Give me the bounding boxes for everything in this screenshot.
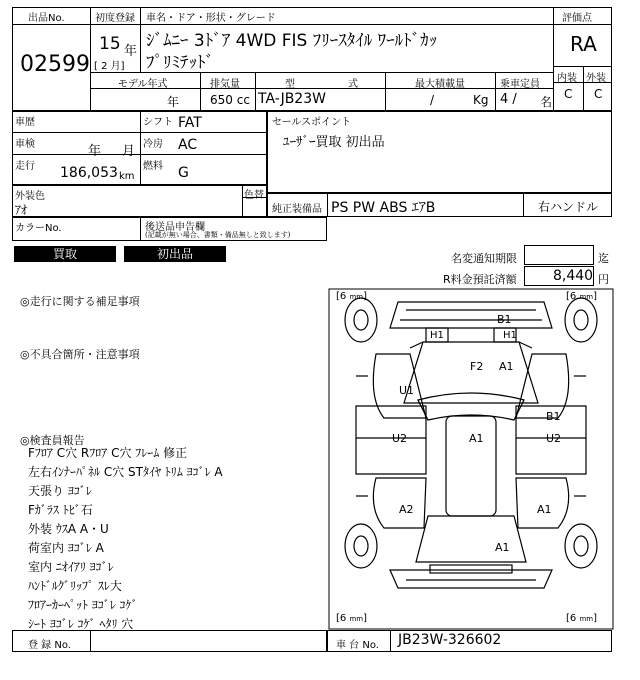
model-label: 型: [285, 79, 295, 90]
aircon-label: 冷房: [143, 139, 163, 150]
report-line: Fｶﾞﾗｽ ﾄﾋﾞ石: [28, 503, 93, 517]
color-no-label: カラーNo.: [15, 223, 62, 234]
max-load-value: /: [430, 93, 435, 107]
model-year-unit: 年: [167, 95, 180, 109]
car-name-line2: ﾌﾟﾘﾐﾃｯﾄﾞ: [146, 53, 214, 73]
fuel-value: G: [178, 165, 189, 181]
report-line: 左右ｲﾝﾅｰﾊﾟﾈﾙ C穴 STﾀｲﾔ ﾄﾘﾑ ﾖｺﾞﾚ A: [28, 465, 223, 479]
exterior-grade: C: [594, 87, 603, 101]
mark-a2: A2: [399, 503, 414, 516]
tire-rear-left: [6 mm]: [336, 613, 368, 624]
max-load-label: 最大積載量: [415, 79, 465, 90]
report-line: 室内 ﾆｵｲｱﾘ ﾖｺﾞﾚ: [28, 560, 114, 574]
shift-label: シフト: [143, 117, 173, 128]
model-year-label: モデル年式: [118, 79, 168, 90]
first-reg-label: 初度登録: [95, 13, 135, 24]
vin-label: 車 台 No.: [336, 640, 379, 651]
report-line: 外装 ｳｽA A・U: [28, 522, 109, 536]
recycle-unit: 円: [598, 273, 609, 286]
mark-u1: U1: [399, 384, 415, 397]
aircon-value: AC: [178, 137, 198, 153]
lot-no-label: 出品No.: [28, 13, 65, 24]
mark-b1-top: B1: [497, 313, 512, 326]
report-line: ｼｰﾄ ﾖｺﾞﾚ ｺｹﾞ ﾍﾀﾘ 穴: [28, 617, 134, 631]
grade-label: 評価点: [562, 13, 592, 24]
equipment-label: 純正装備品: [272, 204, 322, 215]
tire-rear-right: [6 mm]: [566, 613, 598, 624]
shift-value: FAT: [178, 115, 202, 131]
vin-value: JB23W-326602: [398, 632, 502, 648]
mark-u2-left: U2: [392, 432, 408, 445]
defects-heading: ◎不具合箇所・注意事項: [20, 348, 140, 361]
capacity-unit: 名: [540, 95, 553, 109]
mark-a1-roof: A1: [469, 432, 484, 445]
change-notice-label: 名変通知期限: [451, 252, 517, 265]
exterior-label: 外装: [586, 73, 606, 84]
mileage-value: 186,053: [60, 165, 118, 181]
shaken-year: 年: [88, 144, 102, 159]
report-line: ﾊﾝﾄﾞﾙｸﾞﾘｯﾌﾟ ｽﾚ大: [28, 579, 122, 593]
mileage-unit: km: [119, 171, 135, 182]
color-frame: [12, 185, 267, 217]
docs-note: (記載が無い場合、書類・備品無しと致します): [145, 231, 291, 239]
mark-u2-right: U2: [546, 432, 562, 445]
fuel-label: 燃料: [143, 161, 163, 172]
mark-h1-right: H1: [503, 330, 517, 341]
ext-color-value: ｱｵ: [15, 203, 28, 217]
handle-value: 右ハンドル: [538, 200, 599, 214]
interior-grade: C: [564, 87, 573, 101]
reg-no-label: 登 録 No.: [28, 640, 71, 651]
inspector-heading: ◎検査員報告: [20, 434, 85, 447]
first-reg-month: [ 2 月]: [94, 61, 125, 72]
max-load-unit: Kg: [473, 93, 489, 107]
change-notice-box: [524, 245, 594, 265]
capacity-value: 4 /: [500, 92, 517, 107]
mark-f2: F2: [470, 360, 484, 373]
supplement-heading: ◎走行に関する補足事項: [20, 295, 140, 308]
mark-a1-right: A1: [537, 503, 552, 516]
first-reg-year: 15: [99, 34, 121, 54]
report-line: 荷室内 ﾖｺﾞﾚ A: [28, 541, 104, 555]
shaken-month: 月: [122, 144, 136, 159]
report-line: Fﾌﾛｱ C穴 Rﾌﾛｱ C穴 ﾌﾚｰﾑ 修正: [28, 446, 188, 460]
mark-a1-hood: A1: [499, 360, 514, 373]
tire-front-left: [6 mm]: [336, 291, 368, 302]
mileage-label: 走行: [15, 161, 35, 172]
color-change-label: 色替: [244, 190, 264, 201]
mark-a1-rear: A1: [495, 541, 510, 554]
car-damage-diagram: [328, 288, 614, 630]
ext-color-label: 外装色: [15, 191, 45, 202]
capacity-label: 乗車定員: [500, 79, 540, 90]
first-listing-tag: 初出品: [124, 246, 226, 262]
grade-value: RA: [570, 32, 597, 56]
equipment-value: PS PW ABS ｴｱB: [331, 200, 436, 216]
model-label2: 式: [348, 79, 358, 90]
change-notice-unit: 迄: [598, 252, 609, 265]
interior-label: 内装: [557, 73, 577, 84]
mark-h1-left: H1: [430, 330, 444, 341]
first-reg-year-unit: 年: [124, 44, 138, 59]
sales-point-label: セールスポイント: [272, 117, 352, 128]
displacement-value: 650 cc: [210, 93, 250, 107]
car-desc-label: 車名・ドア・形状・グレード: [146, 13, 276, 24]
displacement-label: 排気量: [210, 79, 240, 90]
history-label: 車歴: [15, 117, 35, 128]
lot-no: 02599: [20, 52, 90, 77]
recycle-label: R料金預託済額: [443, 273, 517, 286]
sales-point-text: ﾕｰｻﾞｰ買取 初出品: [283, 135, 385, 150]
tire-front-right: [6 mm]: [566, 291, 598, 302]
report-line: ﾌﾛｱｰｶｰﾍﾟｯﾄ ﾖｺﾞﾚ ｺｹﾞ: [28, 598, 138, 612]
report-line: 天張り ﾖｺﾞﾚ: [28, 484, 92, 498]
inspector-report: [28, 444, 223, 634]
shaken-label: 車検: [15, 139, 35, 150]
buy-tag: 買取: [14, 246, 116, 262]
docs-label: 後送品申告欄: [145, 222, 205, 233]
car-name-line1: ｼﾞﾑﾆｰ 3ﾄﾞｱ 4WD FIS ﾌﾘｰｽﾀｲﾙ ﾜｰﾙﾄﾞｶｯ: [146, 31, 438, 51]
recycle-value: 8,440: [553, 268, 594, 284]
mark-b1-right: B1: [546, 410, 561, 423]
model-code: TA-JB23W: [258, 91, 326, 107]
